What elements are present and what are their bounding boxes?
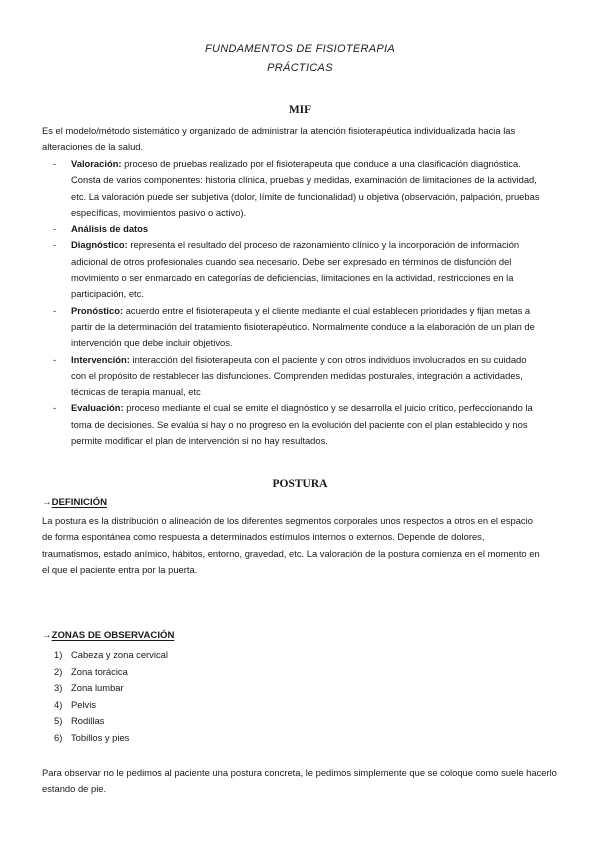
definicion-paragraph: La postura es la distribución o alineación de los diferentes segmentos corporales unos respectos a otros en el espacio de forma espontánea como respuesta a determinados estímulos internos o externos. Depende de dolores, traumatismos, estado anímico, hábitos, entorno, gravedad, etc. La valoración de la postura comienza en el momento en el que el paciente entra por la puerta. — [42, 515, 540, 575]
mif-list — [42, 156, 542, 449]
course-title: FUNDAMENTOS DE FISIOTERAPIA — [204, 43, 396, 55]
section-title-mif: MIF — [288, 104, 312, 116]
mif-intro: Es el modelo/método sistemático y organizado de administrar la atención fisioterapéutica individualizada hacia las alteraciones de la salud. — [42, 125, 516, 152]
list-item: - Evaluación: proceso mediante el cual se emite el diagnóstico y se desarrolla el juicio crítico, perfeccionando la toma de decisiones. Se evalúa si hay o no progreso en la evolución del paciente con el plan establecido y nos permite modificar el plan de intervención si no hay resultados. — [53, 402, 533, 447]
list-item: 1) Cabeza y zona cervical — [54, 649, 168, 660]
subheading-definicion: →DEFINICIÓN — [42, 497, 108, 508]
subheading-zonas: →ZONAS DE OBSERVACIÓN — [42, 630, 175, 641]
list-item: 4) Pelvis — [54, 698, 97, 710]
list-item: 3) Zona lumbar — [54, 682, 124, 693]
closing-paragraph: Para observar no le pedimos al paciente una postura concreta, le pedimos simplemente que se coloque como suele hacerlo estando de pie. — [42, 767, 557, 795]
list-item: - Valoración: proceso de pruebas realizado por el fisioterapeuta que conduce a una clasificación diagnóstica. Consta de varios componentes: historia clínica, pruebas y medidas, examinación de limitaciones de la actividad, etc. La valoración puede ser subjetiva (dolor, límite de funcionalidad) u objetiva (observación, palpación, pruebas específicas, movimientos pasivo o activo). — [53, 158, 540, 218]
document-header — [0, 40, 600, 78]
list-item: - Diagnóstico: representa el resultado del proceso de razonamiento clínico y la incorporación de información adicional de otros profesionales cuando sea necesario. Debe ser expresado en términos de disfunción del movimiento o ser enmarcado en categorías de deficiencias, limitaciones en la actividad, restricciones en la participación, etc. — [53, 239, 520, 300]
course-subtitle: PRÁCTICAS — [267, 62, 333, 74]
list-item: - Intervención: interacción del fisioterapeuta con el paciente y con otros individuos involucrados en su cuidado con el propósito de restablecer las disfunciones. Comprenden medidas posturales, integración a actividades, técnicas de terapia manual, etc — [53, 353, 527, 398]
list-item: - Análisis de datos — [53, 223, 149, 235]
section-title-postura: POSTURA — [272, 478, 328, 490]
list-item: - Pronóstico: acuerdo entre el fisioterapeuta y el cliente mediante el cual establecen prioridades y fijan metas a partir de la determinación del tratamiento fisioterapéutico. Normalmente conduce a la elaboración de un plan de intervención que debe incluir objetivos. — [53, 304, 535, 349]
list-item: 5) Rodillas — [54, 715, 105, 726]
list-item: 2) Zona torácica — [54, 665, 128, 677]
list-item: 6) Tobillos y pies — [54, 731, 130, 743]
zonas-list — [42, 647, 168, 746]
